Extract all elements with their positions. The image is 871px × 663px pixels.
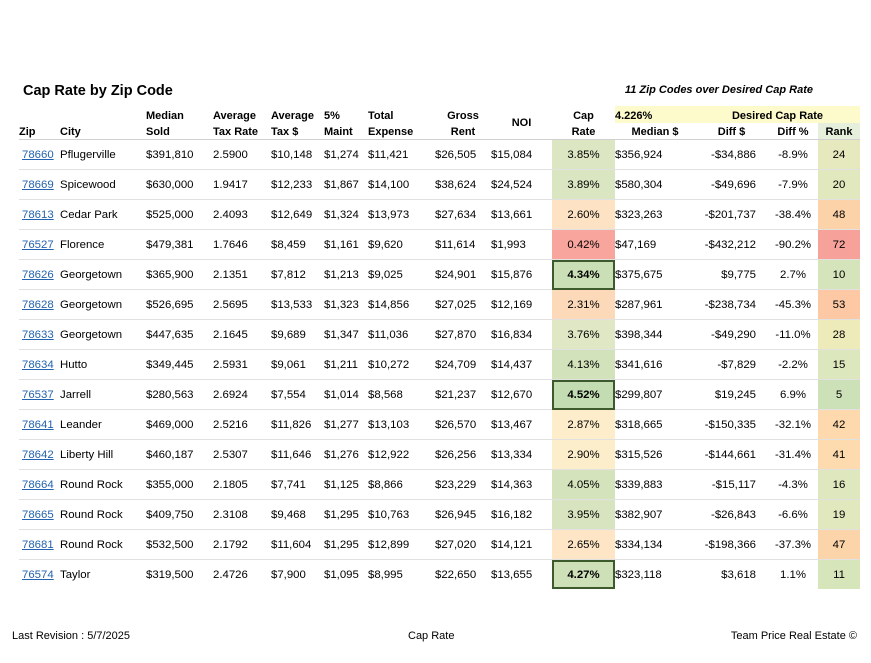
desired-median-cell: $580,304 (615, 170, 695, 200)
header-desired-cap-rate: Desired Cap Rate (695, 106, 860, 123)
gross-rent-cell: $22,650 (435, 560, 491, 590)
cap-rate-cell: 3.89% (552, 170, 615, 200)
desired-median-cell: $287,961 (615, 290, 695, 320)
tax-rate-cell: 2.5307 (213, 440, 271, 470)
maint-cell: $1,095 (324, 560, 368, 590)
noi-cell: $13,334 (491, 440, 552, 470)
tax-dollars-cell: $7,812 (271, 260, 324, 290)
total-expense-cell: $8,995 (368, 560, 435, 590)
tax-dollars-cell: $7,900 (271, 560, 324, 590)
zip-link[interactable]: 78613 (22, 208, 54, 221)
tax-rate-cell: 2.5216 (213, 410, 271, 440)
zip-link[interactable]: 76527 (22, 238, 54, 251)
tax-rate-cell: 2.5695 (213, 290, 271, 320)
tax-dollars-cell: $11,604 (271, 530, 324, 560)
city-cell: Round Rock (60, 470, 146, 500)
zip-link[interactable]: 78633 (22, 328, 54, 341)
diff-dollars-cell: -$49,696 (695, 170, 768, 200)
city-cell: Taylor (60, 560, 146, 590)
noi-cell: $13,655 (491, 560, 552, 590)
desired-median-cell: $299,807 (615, 380, 695, 410)
desired-median-cell: $356,924 (615, 140, 695, 170)
diff-percent-cell: -8.9% (768, 140, 818, 170)
zip-link (19, 230, 60, 260)
city-cell: Georgetown (60, 290, 146, 320)
desired-median-cell: $323,263 (615, 200, 695, 230)
zip-link[interactable]: 78642 (22, 448, 54, 461)
median-sold-cell: $349,445 (146, 350, 213, 380)
tax-rate-cell: 2.1805 (213, 470, 271, 500)
zip-link (19, 260, 60, 290)
tax-rate-cell: 2.1351 (213, 260, 271, 290)
cap-rate-cell: 4.27% (552, 560, 615, 590)
median-sold-cell: $630,000 (146, 170, 213, 200)
table-row (19, 470, 860, 500)
maint-cell: $1,014 (324, 380, 368, 410)
table-row (19, 350, 860, 380)
diff-dollars-cell: $9,775 (695, 260, 768, 290)
diff-dollars-cell: $19,245 (695, 380, 768, 410)
total-expense-cell: $13,103 (368, 410, 435, 440)
diff-percent-cell: 6.9% (768, 380, 818, 410)
maint-cell: $1,295 (324, 500, 368, 530)
diff-dollars-cell: -$238,734 (695, 290, 768, 320)
desired-median-cell: $375,675 (615, 260, 695, 290)
header-rank: Rank (818, 123, 860, 140)
tax-dollars-cell: $12,649 (271, 200, 324, 230)
cap-rate-cell: 4.05% (552, 470, 615, 500)
rank-cell: 47 (818, 530, 860, 560)
noi-cell: $14,363 (491, 470, 552, 500)
zip-link[interactable]: 78681 (22, 538, 54, 551)
cap-rate-cell: 4.13% (552, 350, 615, 380)
zip-link[interactable]: 78664 (22, 478, 54, 491)
cap-rate-cell: 2.31% (552, 290, 615, 320)
noi-cell: $15,876 (491, 260, 552, 290)
zip-link[interactable]: 78626 (22, 268, 54, 281)
diff-dollars-cell: $3,618 (695, 560, 768, 590)
tax-rate-cell: 2.6924 (213, 380, 271, 410)
tax-dollars-cell: $7,741 (271, 470, 324, 500)
maint-cell: $1,295 (324, 530, 368, 560)
city-cell: Hutto (60, 350, 146, 380)
table-row (19, 140, 860, 170)
cap-rate-cell: 3.85% (552, 140, 615, 170)
diff-percent-cell: 2.7% (768, 260, 818, 290)
median-sold-cell: $460,187 (146, 440, 213, 470)
median-sold-cell: $469,000 (146, 410, 213, 440)
tax-dollars-cell: $12,233 (271, 170, 324, 200)
gross-rent-cell: $27,870 (435, 320, 491, 350)
diff-dollars-cell: -$7,829 (695, 350, 768, 380)
zip-link (19, 440, 60, 470)
diff-percent-cell: -7.9% (768, 170, 818, 200)
diff-percent-cell: -4.3% (768, 470, 818, 500)
desired-median-cell: $315,526 (615, 440, 695, 470)
diff-percent-cell: -31.4% (768, 440, 818, 470)
maint-cell: $1,213 (324, 260, 368, 290)
city-cell: Pflugerville (60, 140, 146, 170)
desired-median-cell: $382,907 (615, 500, 695, 530)
zip-link (19, 320, 60, 350)
last-revision: Last Revision : 5/7/2025 (12, 630, 131, 642)
rank-cell: 10 (818, 260, 860, 290)
diff-dollars-cell: -$49,290 (695, 320, 768, 350)
table-row (19, 200, 860, 230)
tax-rate-cell: 2.5900 (213, 140, 271, 170)
total-expense-cell: $13,973 (368, 200, 435, 230)
diff-dollars-cell: -$15,117 (695, 470, 768, 500)
diff-percent-cell: -11.0% (768, 320, 818, 350)
zip-link[interactable]: 78669 (22, 178, 54, 191)
header-avg-tax-rate: Average (213, 110, 257, 122)
cap-rate-table: Median Average Average 5% Total Gross NOI Cap 4.226% Desired Cap Rate Zip City Sold Tax Rate Tax $ Maint Expense Rent Rate Median $ Diff $ Diff % Rank 78660 Pflugerville $391,810 2.5900 $10,148 $1,274 $11,421 $26,505 $15,084 3.85% $356,924 -$34,886 -8.9% 24 78669 Spicewood $630,000 1.9417 $12,233 $1,867 $14,100 $38,624 $24,524 3.89% $580,304 -$49,696 -7.9% 20 78613 Cedar Park $525,000 2.4093 $12,649 $1,324 $13,973 $27,634 $13,661 2.60% $323,263 -$201,737 -38.4% 48 76527 Florence $479,381 1.7646 $8,459 $1,161 $9,620 $11,614 $1,993 0.42% $47,169 -$432,212 -90.2% 72 78626 Georgetown $365,900 2.1351 $7,812 $1,213 $9,025 $24,901 $15,876 4.34% $375,675 $9,775 2.7% 10 78628 Georgetown $526,695 2.5695 $13,533 $1,323 $14,856 $27,025 $12,169 2.31% $287,961 -$238,734 -45.3% 53 78633 Georgetown $447,635 2.1645 $9,689 $1,347 $11,036 $27,870 $16,834 3.76% $398,344 -$49,290 -11.0% 28 78634 Hutto $349,445 2.5931 $9,061 $1,211 $10,272 $24,709 $14,437 4.13% $341,616 -$7,829 -2.2% 15 76537 Jarrell $280,563 2.6924 $7,554 $1,014 $8,568 $21,237 $12,670 4.52% $299,807 $19,245 6.9% 5 78641 Leander $469,000 2.5216 $11,826 $1,277 $13,103 $26,570 $13,467 2.87% $318,665 -$150,335 -32.1% 42 78642 Liberty Hill $460,187 2.5307 $11,646 $1,276 $12,922 $26,256 $13,334 2.90% $315,526 -$144,661 -31.4% 41 78664 Round Rock $355,000 2.1805 $7,741 $1,125 $8,866 $23,229 $14,363 4.05% $339,883 -$15,117 -4.3% 16 78665 Round Rock $409,750 2.3108 $9,468 $1,295 $10,763 $26,945 $16,182 3.95% $382,907 -$26,843 -6.6% 19 78681 Round Rock $532,500 2.1792 $11,604 $1,295 $12,899 $27,020 $14,121 2.65% $334,134 -$198,366 -37.3% 47 76574 Taylor $319,500 2.4726 $7,900 $1,095 $8,995 $22,650 $13,655 4.27% $323,118 $3,618 1.1% 11 (19, 106, 860, 589)
cap-rate-cell: 0.42% (552, 230, 615, 260)
tax-rate-cell: 1.7646 (213, 230, 271, 260)
total-expense-cell: $11,036 (368, 320, 435, 350)
gross-rent-cell: $27,020 (435, 530, 491, 560)
gross-rent-cell: $21,237 (435, 380, 491, 410)
rank-cell: 72 (818, 230, 860, 260)
zip-link (19, 170, 60, 200)
desired-median-cell: $398,344 (615, 320, 695, 350)
header-city: City (60, 126, 81, 138)
total-expense-cell: $10,272 (368, 350, 435, 380)
header-total-expense: Total (368, 110, 394, 122)
maint-cell: $1,276 (324, 440, 368, 470)
total-expense-cell: $14,856 (368, 290, 435, 320)
table-row (19, 290, 860, 320)
rank-cell: 11 (818, 560, 860, 590)
diff-percent-cell: -90.2% (768, 230, 818, 260)
zip-link[interactable]: 76537 (22, 388, 54, 401)
median-sold-cell: $280,563 (146, 380, 213, 410)
rank-cell: 41 (818, 440, 860, 470)
cap-rate-cell: 2.65% (552, 530, 615, 560)
table-body (19, 140, 860, 590)
tax-rate-cell: 2.1645 (213, 320, 271, 350)
cap-rate-cell: 3.76% (552, 320, 615, 350)
cap-rate-cell: 2.90% (552, 440, 615, 470)
maint-cell: $1,323 (324, 290, 368, 320)
rank-cell: 20 (818, 170, 860, 200)
median-sold-cell: $526,695 (146, 290, 213, 320)
zip-link (19, 350, 60, 380)
tax-rate-cell: 2.4093 (213, 200, 271, 230)
city-cell: Cedar Park (60, 200, 146, 230)
maint-cell: $1,277 (324, 410, 368, 440)
desired-median-cell: $334,134 (615, 530, 695, 560)
tax-rate-cell: 2.3108 (213, 500, 271, 530)
header-noi: NOI (511, 116, 532, 129)
header-median-sold: Median (146, 110, 184, 122)
table-row (19, 500, 860, 530)
zip-link (19, 530, 60, 560)
maint-cell: $1,161 (324, 230, 368, 260)
total-expense-cell: $11,421 (368, 140, 435, 170)
table-row (19, 380, 860, 410)
city-cell: Georgetown (60, 320, 146, 350)
noi-cell: $16,182 (491, 500, 552, 530)
maint-cell: $1,125 (324, 470, 368, 500)
rank-cell: 28 (818, 320, 860, 350)
header-cap-rate: Cap (573, 110, 594, 122)
table-row (19, 530, 860, 560)
noi-cell: $13,467 (491, 410, 552, 440)
summary-note: 11 Zip Codes over Desired Cap Rate (624, 84, 813, 96)
rank-cell: 24 (818, 140, 860, 170)
desired-median-cell: $47,169 (615, 230, 695, 260)
zip-link[interactable]: 76574 (22, 568, 54, 581)
city-cell: Liberty Hill (60, 440, 146, 470)
footer-title: Cap Rate (408, 630, 455, 642)
rank-cell: 19 (818, 500, 860, 530)
diff-dollars-cell: -$26,843 (695, 500, 768, 530)
median-sold-cell: $319,500 (146, 560, 213, 590)
header-zip: Zip (19, 126, 36, 138)
total-expense-cell: $12,899 (368, 530, 435, 560)
total-expense-cell: $10,763 (368, 500, 435, 530)
cap-rate-cell: 2.87% (552, 410, 615, 440)
total-expense-cell: $8,568 (368, 380, 435, 410)
zip-link (19, 200, 60, 230)
median-sold-cell: $355,000 (146, 470, 213, 500)
table-row (19, 320, 860, 350)
tax-dollars-cell: $7,554 (271, 380, 324, 410)
zip-link (19, 380, 60, 410)
total-expense-cell: $14,100 (368, 170, 435, 200)
noi-cell: $14,121 (491, 530, 552, 560)
cap-rate-cell: 3.95% (552, 500, 615, 530)
header-avg-tax-dollars: Average (271, 110, 315, 122)
median-sold-cell: $479,381 (146, 230, 213, 260)
zip-link[interactable]: 78665 (22, 508, 54, 521)
gross-rent-cell: $27,025 (435, 290, 491, 320)
tax-rate-cell: 2.4726 (213, 560, 271, 590)
page-title: Cap Rate by Zip Code (23, 83, 173, 99)
gross-rent-cell: $27,634 (435, 200, 491, 230)
city-cell: Leander (60, 410, 146, 440)
tax-rate-cell: 2.1792 (213, 530, 271, 560)
noi-cell: $15,084 (491, 140, 552, 170)
gross-rent-cell: $26,945 (435, 500, 491, 530)
noi-cell: $1,993 (491, 230, 552, 260)
gross-rent-cell: $24,901 (435, 260, 491, 290)
gross-rent-cell: $11,614 (435, 230, 491, 260)
city-cell: Spicewood (60, 170, 146, 200)
tax-dollars-cell: $9,468 (271, 500, 324, 530)
gross-rent-cell: $26,570 (435, 410, 491, 440)
table-row (19, 260, 860, 290)
tax-dollars-cell: $9,061 (271, 350, 324, 380)
zip-link[interactable]: 78628 (22, 298, 54, 311)
table-row (19, 440, 860, 470)
noi-cell: $12,169 (491, 290, 552, 320)
median-sold-cell: $409,750 (146, 500, 213, 530)
desired-median-cell: $339,883 (615, 470, 695, 500)
diff-dollars-cell: -$144,661 (695, 440, 768, 470)
zip-link (19, 560, 60, 590)
table-row (19, 560, 860, 590)
city-cell: Round Rock (60, 500, 146, 530)
tax-rate-cell: 1.9417 (213, 170, 271, 200)
zip-link (19, 290, 60, 320)
rank-cell: 16 (818, 470, 860, 500)
header-desired-median: Median $ (615, 123, 695, 140)
zip-link (19, 500, 60, 530)
diff-dollars-cell: -$432,212 (695, 230, 768, 260)
header-desired-rate-value: 4.226% (615, 106, 695, 123)
diff-dollars-cell: -$34,886 (695, 140, 768, 170)
zip-link (19, 410, 60, 440)
median-sold-cell: $391,810 (146, 140, 213, 170)
diff-percent-cell: 1.1% (768, 560, 818, 590)
tax-rate-cell: 2.5931 (213, 350, 271, 380)
zip-link[interactable]: 78641 (22, 418, 54, 431)
diff-dollars-cell: -$198,366 (695, 530, 768, 560)
table-row (19, 170, 860, 200)
noi-cell: $24,524 (491, 170, 552, 200)
desired-median-cell: $341,616 (615, 350, 695, 380)
noi-cell: $14,437 (491, 350, 552, 380)
maint-cell: $1,211 (324, 350, 368, 380)
rank-cell: 15 (818, 350, 860, 380)
noi-cell: $16,834 (491, 320, 552, 350)
tax-dollars-cell: $11,646 (271, 440, 324, 470)
tax-dollars-cell: $10,148 (271, 140, 324, 170)
cap-rate-cell: 2.60% (552, 200, 615, 230)
rank-cell: 42 (818, 410, 860, 440)
header-maint: 5% (324, 110, 340, 122)
median-sold-cell: $365,900 (146, 260, 213, 290)
diff-dollars-cell: -$150,335 (695, 410, 768, 440)
total-expense-cell: $12,922 (368, 440, 435, 470)
table-row (19, 410, 860, 440)
diff-percent-cell: -6.6% (768, 500, 818, 530)
zip-link (19, 140, 60, 170)
city-cell: Florence (60, 230, 146, 260)
city-cell: Georgetown (60, 260, 146, 290)
gross-rent-cell: $26,256 (435, 440, 491, 470)
rank-cell: 48 (818, 200, 860, 230)
gross-rent-cell: $26,505 (435, 140, 491, 170)
desired-median-cell: $318,665 (615, 410, 695, 440)
gross-rent-cell: $24,709 (435, 350, 491, 380)
diff-percent-cell: -2.2% (768, 350, 818, 380)
diff-percent-cell: -38.4% (768, 200, 818, 230)
noi-cell: $12,670 (491, 380, 552, 410)
footer-copyright: Team Price Real Estate © (730, 630, 857, 642)
gross-rent-cell: $38,624 (435, 170, 491, 200)
maint-cell: $1,324 (324, 200, 368, 230)
cap-rate-cell: 4.34% (552, 260, 615, 290)
header-gross-rent: Gross (447, 110, 479, 122)
zip-link (19, 470, 60, 500)
median-sold-cell: $447,635 (146, 320, 213, 350)
rank-cell: 53 (818, 290, 860, 320)
tax-dollars-cell: $13,533 (271, 290, 324, 320)
zip-link[interactable]: 78634 (22, 358, 54, 371)
total-expense-cell: $8,866 (368, 470, 435, 500)
table-row (19, 230, 860, 260)
city-cell: Jarrell (60, 380, 146, 410)
maint-cell: $1,867 (324, 170, 368, 200)
city-cell: Round Rock (60, 530, 146, 560)
header-diff-dollars: Diff $ (717, 126, 746, 138)
total-expense-cell: $9,025 (368, 260, 435, 290)
tax-dollars-cell: $8,459 (271, 230, 324, 260)
diff-percent-cell: -32.1% (768, 410, 818, 440)
median-sold-cell: $532,500 (146, 530, 213, 560)
total-expense-cell: $9,620 (368, 230, 435, 260)
tax-dollars-cell: $9,689 (271, 320, 324, 350)
diff-percent-cell: -45.3% (768, 290, 818, 320)
desired-median-cell: $323,118 (615, 560, 695, 590)
median-sold-cell: $525,000 (146, 200, 213, 230)
header-diff-percent: Diff % (777, 126, 809, 138)
maint-cell: $1,274 (324, 140, 368, 170)
diff-percent-cell: -37.3% (768, 530, 818, 560)
tax-dollars-cell: $11,826 (271, 410, 324, 440)
diff-dollars-cell: -$201,737 (695, 200, 768, 230)
zip-link[interactable]: 78660 (22, 148, 54, 161)
maint-cell: $1,347 (324, 320, 368, 350)
noi-cell: $13,661 (491, 200, 552, 230)
gross-rent-cell: $23,229 (435, 470, 491, 500)
cap-rate-cell: 4.52% (552, 380, 615, 410)
rank-cell: 5 (818, 380, 860, 410)
